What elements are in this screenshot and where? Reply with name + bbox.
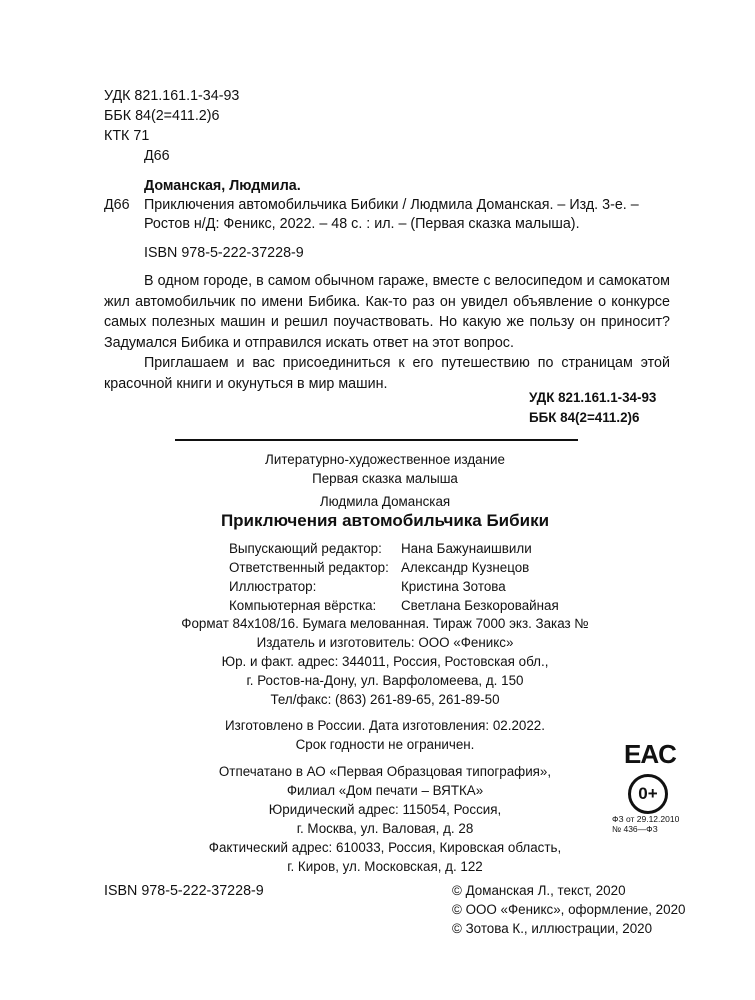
credit-name: Кристина Зотова xyxy=(401,579,506,594)
copyright-line: © Зотова К., иллюстрации, 2020 xyxy=(452,921,653,936)
credit-name: Светлана Безкоровайная xyxy=(401,598,559,613)
edition-genre: Литературно-художественное издание xyxy=(265,452,505,467)
production-made: Изготовлено в России. Дата изготовления: 02.2022. xyxy=(225,718,545,733)
divider-rule xyxy=(175,439,578,441)
udk-code-right: УДК 821.161.1-34-93 xyxy=(529,390,657,405)
publisher-address1: Юр. и факт. адрес: 344011, Россия, Ростовская обл., xyxy=(221,654,549,669)
age-rating-badge: 0+ xyxy=(628,774,668,814)
credit-name: Александр Кузнецов xyxy=(401,560,530,575)
printer-line6: г. Киров, ул. Московская, д. 122 xyxy=(287,859,483,874)
record-line2: Ростов н/Д: Феникс, 2022. – 48 с. : ил. – (Первая сказка малыша). xyxy=(144,216,580,232)
credit-name: Нана Бажунаишвили xyxy=(401,541,532,556)
record-author: Доманская, Людмила. xyxy=(144,178,301,194)
bbk-code-right: ББК 84(2=411.2)6 xyxy=(529,410,640,425)
law-reference-1: ФЗ от 29.12.2010 xyxy=(612,814,680,824)
format-line: Формат 84х108/16. Бумага мелованная. Тираж 7000 экз. Заказ № xyxy=(181,616,589,631)
production-shelf: Срок годности не ограничен. xyxy=(295,737,475,752)
ktk-code: КТК 71 xyxy=(104,128,150,144)
printer-line3: Юридический адрес: 115054, Россия, xyxy=(268,802,502,817)
publisher-phone: Тел/факс: (863) 261-89-65, 261-89-50 xyxy=(270,692,500,707)
publisher-line: Издатель и изготовитель: ООО «Феникс» xyxy=(256,635,514,650)
credit-role: Выпускающий редактор: xyxy=(229,541,382,556)
printer-line4: г. Москва, ул. Валовая, д. 28 xyxy=(296,821,474,836)
edition-author: Людмила Доманская xyxy=(319,494,451,509)
udk-code: УДК 821.161.1-34-93 xyxy=(104,88,240,104)
record-isbn: ISBN 978-5-222-37228-9 xyxy=(144,245,304,261)
edition-series: Первая сказка малыша xyxy=(312,471,458,486)
annotation-para1: В одном городе, в самом обычном гараже, вместе с велосипедом и самокатом жил автомобильчик по имени Бибика. Как-то раз он увидел объявление о конкурсе самых полезных машин и решил поучаствовать. Но какую же пользу он приносит? Задумался Бибика и отправился искать ответ на этот вопрос. xyxy=(104,273,670,351)
law-reference-2: № 436—ФЗ xyxy=(612,824,658,834)
footer-isbn: ISBN 978-5-222-37228-9 xyxy=(104,883,264,899)
copyright-line: © Доманская Л., текст, 2020 xyxy=(452,883,626,898)
edition-title: Приключения автомобильчика Бибики xyxy=(220,511,550,530)
credit-role: Иллюстратор: xyxy=(229,579,317,594)
copyright-block xyxy=(452,881,685,938)
record-line1: Приключения автомобильчика Бибики / Людмила Доманская. – Изд. 3-е. – xyxy=(144,197,639,213)
author-mark: Д66 xyxy=(144,148,170,164)
record-mark: Д66 xyxy=(104,197,130,213)
annotation-para2: Приглашаем и вас присоединиться к его путешествию по страницам этой красочной книги и окунуться в мир машин. xyxy=(104,355,670,392)
printer-line5: Фактический адрес: 610033, Россия, Кировская область, xyxy=(208,840,562,855)
copyright-line: © ООО «Феникс», оформление, 2020 xyxy=(452,902,686,917)
credit-role: Компьютерная вёрстка: xyxy=(229,598,377,613)
bbk-code: ББК 84(2=411.2)6 xyxy=(104,108,220,124)
printer-line1: Отпечатано в АО «Первая Образцовая типография», xyxy=(218,764,552,779)
eac-mark-icon: EAC xyxy=(624,739,676,769)
credit-role: Ответственный редактор: xyxy=(229,560,389,575)
publisher-address2: г. Ростов-на-Дону, ул. Варфоломеева, д. 150 xyxy=(246,673,524,688)
printer-line2: Филиал «Дом печати – ВЯТКА» xyxy=(286,783,484,798)
